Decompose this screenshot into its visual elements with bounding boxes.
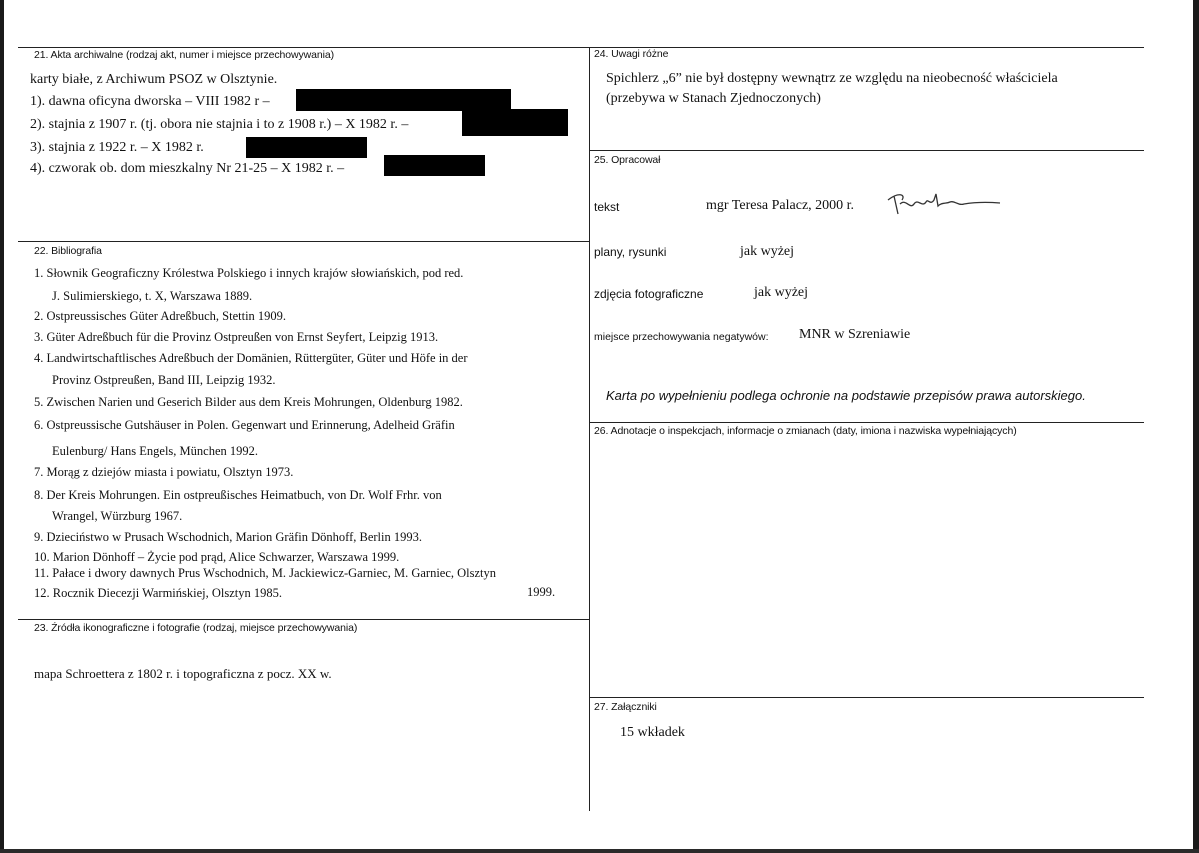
rule-section-26	[589, 422, 1144, 423]
bibliography-line: 8. Der Kreis Mohrungen. Ein ostpreußisches Heimatbuch, von Dr. Wolf Frhr. von	[34, 488, 442, 502]
scan-edge-right	[1193, 0, 1199, 853]
top-rule	[18, 47, 1144, 48]
zdjecia-value: jak wyżej	[754, 285, 809, 300]
archive-item-4: 4). czworak ob. dom mieszkalny Nr 21-25 – X 1982 r. –	[30, 161, 345, 176]
redaction-bar	[246, 137, 367, 158]
iconographic-sources-text: mapa Schroettera z 1802 r. i topograficzna z pocz. XX w.	[34, 666, 332, 681]
rule-section-27	[589, 697, 1144, 698]
remarks-line-2: (przebywa w Stanach Zjednoczonych)	[606, 91, 821, 106]
section-26-label: 26. Adnotacje o inspekcjach, informacje o zmianach (daty, imiona i nazwiska wypełniających)	[594, 425, 1017, 437]
bibliography-year-note: 1999.	[527, 585, 556, 599]
archive-item-1: 1). dawna oficyna dworska – VIII 1982 r –	[30, 94, 270, 109]
tekst-value: mgr Teresa Palacz, 2000 r.	[706, 198, 855, 213]
bibliography-line: 1. Słownik Geograficzny Królestwa Polskiego i innych krajów słowiańskich, pod red.	[34, 266, 464, 280]
redaction-bar	[384, 155, 485, 176]
bibliography-line: J. Sulimierskiego, t. X, Warszawa 1889.	[52, 289, 253, 303]
rule-section-25	[589, 150, 1144, 151]
bibliography-line: Wrangel, Würzburg 1967.	[52, 509, 183, 523]
zdjecia-label: zdjęcia fotograficzne	[594, 287, 704, 301]
copyright-note: Karta po wypełnieniu podlega ochronie na podstawie przepisów prawa autorskiego.	[606, 388, 1086, 403]
redaction-bar	[296, 89, 511, 111]
handwritten-signature	[884, 188, 1004, 216]
plany-value: jak wyżej	[740, 244, 795, 259]
bibliography-line: 5. Zwischen Narien und Geserich Bilder aus dem Kreis Mohrungen, Oldenburg 1982.	[34, 395, 463, 409]
archive-item-3: 3). stajnia z 1922 r. – X 1982 r.	[30, 140, 204, 155]
attachments-text: 15 wkładek	[620, 725, 685, 740]
bibliography-line: 9. Dzieciństwo w Prusach Wschodnich, Marion Gräfin Dönhoff, Berlin 1993.	[34, 530, 423, 544]
bibliography-line: 6. Ostpreussische Gutshäuser in Polen. Gegenwart und Erinnerung, Adelheid Gräfin	[34, 418, 455, 432]
bibliography-line: 12. Rocznik Diecezji Warmińskiej, Olsztyn 1985.	[34, 586, 283, 600]
section-23-label: 23. Źródła ikonograficzne i fotografie (rodzaj, miejsce przechowywania)	[34, 622, 358, 634]
section-22-label: 22. Bibliografia	[34, 245, 102, 257]
negatywy-value: MNR w Szreniawie	[799, 327, 911, 342]
section-27-label: 27. Załączniki	[594, 701, 657, 713]
negatywy-label: miejsce przechowywania negatywów:	[594, 331, 769, 343]
rule-section-23	[18, 619, 589, 620]
redaction-bar	[462, 109, 568, 136]
scan-edge-bottom	[0, 849, 1199, 853]
bibliography-line: Provinz Ostpreußen, Band III, Leipzig 1932.	[52, 373, 276, 387]
bibliography-line: 11. Pałace i dwory dawnych Prus Wschodnich, M. Jackiewicz-Garniec, M. Garniec, Olsztyn	[34, 566, 497, 580]
scan-edge-left	[0, 0, 4, 853]
bibliography-line: 3. Güter Adreßbuch für die Provinz Ostpreußen von Ernst Seyfert, Leipzig 1913.	[34, 330, 439, 344]
bibliography-line: 7. Morąg z dziejów miasta i powiatu, Olsztyn 1973.	[34, 465, 294, 479]
bibliography-line: Eulenburg/ Hans Engels, München 1992.	[52, 444, 258, 458]
plany-label: plany, rysunki	[594, 245, 667, 259]
archive-item-2: 2). stajnia z 1907 r. (tj. obora nie stajnia i to z 1908 r.) – X 1982 r. –	[30, 117, 409, 132]
section-21-label: 21. Akta archiwalne (rodzaj akt, numer i miejsce przechowywania)	[34, 49, 334, 61]
bibliography-line: 2. Ostpreussisches Güter Adreßbuch, Stettin 1909.	[34, 309, 287, 323]
rule-section-22	[18, 241, 589, 242]
section-25-label: 25. Opracował	[594, 154, 661, 166]
section-21-intro: karty białe, z Archiwum PSOZ w Olsztynie.	[30, 72, 278, 87]
remarks-line-1: Spichlerz „6” nie był dostępny wewnątrz ze względu na nieobecność właściciela	[606, 71, 1058, 86]
tekst-label: tekst	[594, 200, 620, 214]
bibliography-line: 4. Landwirtschaftlisches Adreßbuch der Domänien, Rüttergüter, Güter und Höfe in der	[34, 351, 468, 365]
bibliography-line: 10. Marion Dönhoff – Życie pod prąd, Alice Schwarzer, Warszawa 1999.	[34, 550, 400, 564]
section-24-label: 24. Uwagi różne	[594, 48, 669, 60]
